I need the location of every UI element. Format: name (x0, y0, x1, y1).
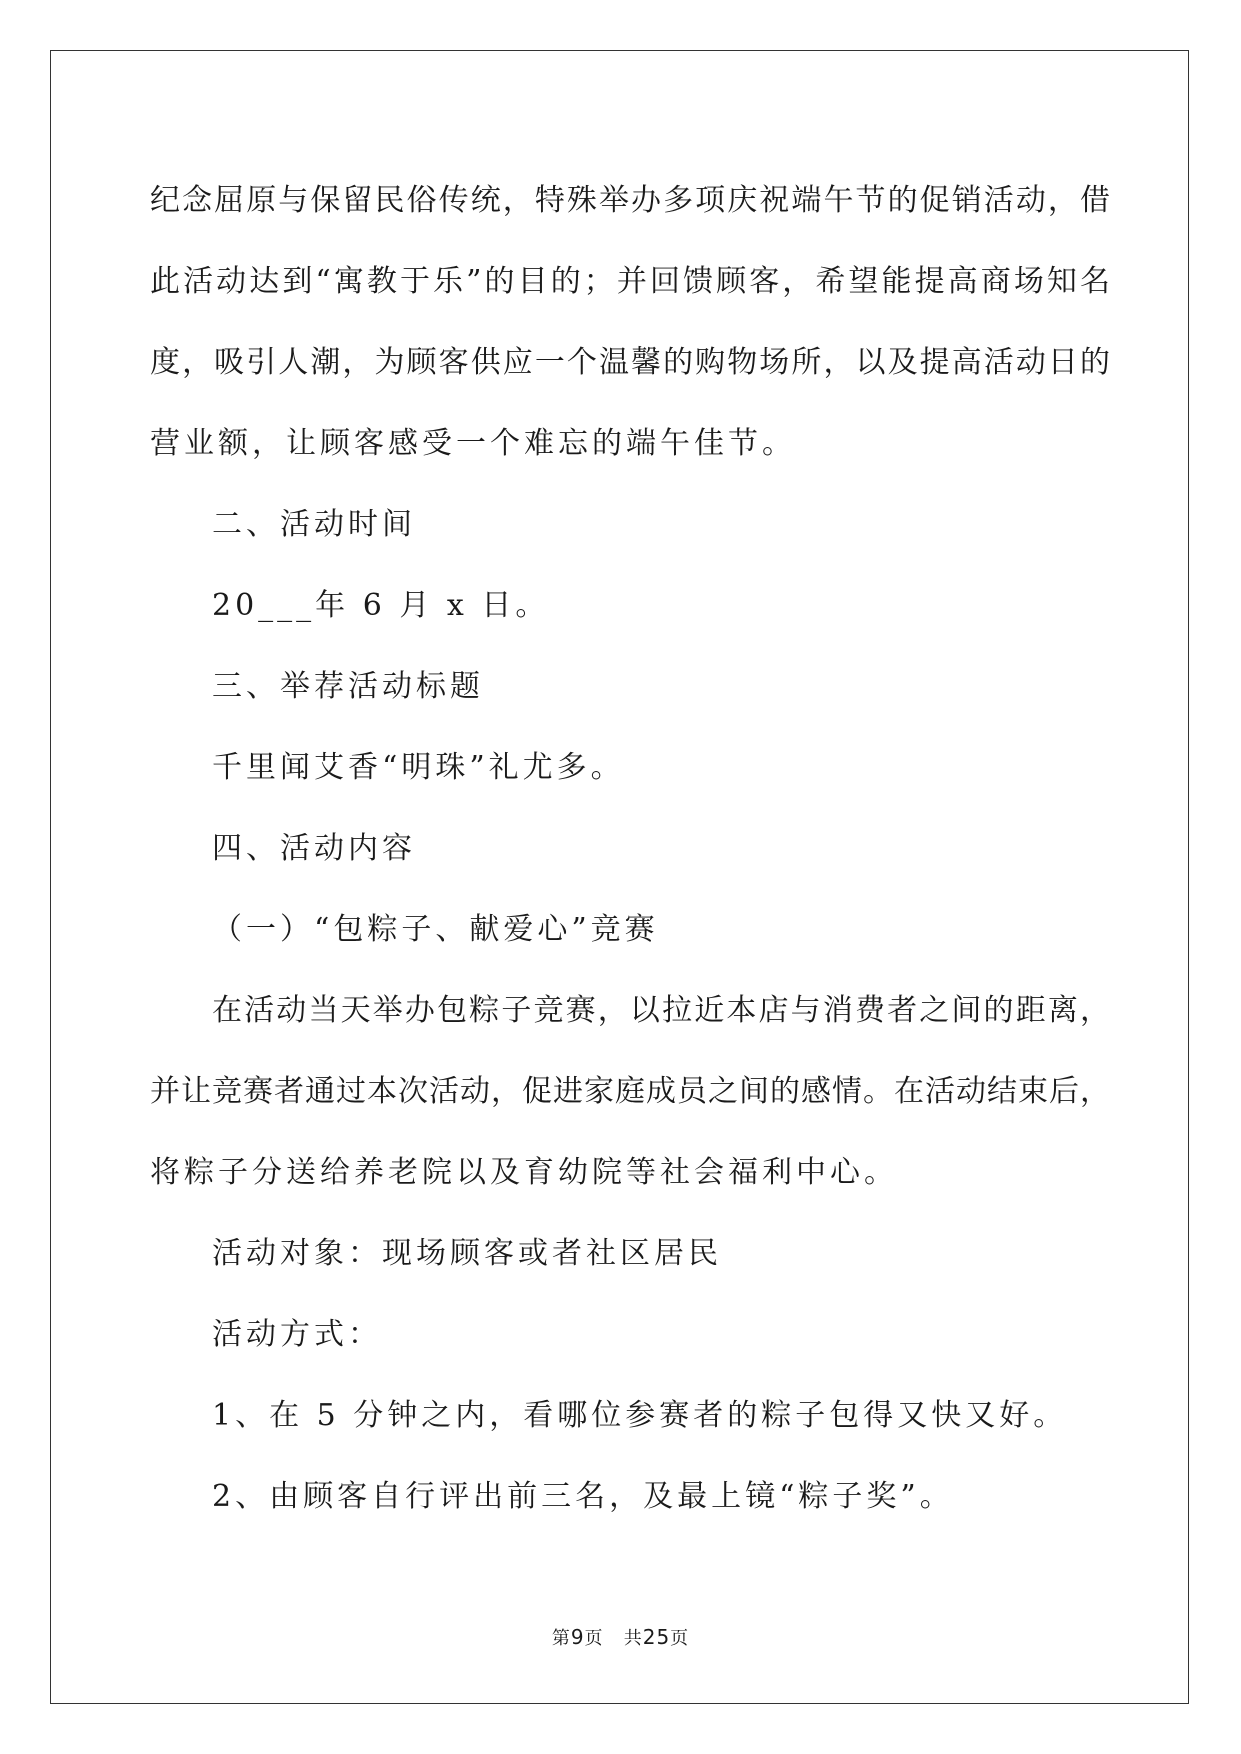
text-line: 度，吸引人潮，为顾客供应一个温馨的购物场所，以及提高活动日的 (150, 345, 1110, 380)
text-line: 在活动当天举办包粽子竞赛，以拉近本店与消费者之间的距离， (212, 993, 1110, 1028)
subsection-heading: （一）“包粽子、献爱心”竞赛 (212, 912, 659, 947)
text-line: 千里闻艾香“明珠”礼尤多。 (212, 750, 625, 785)
text-line: 并让竞赛者通过本次活动，促进家庭成员之间的感情。在活动结束后， (150, 1074, 1110, 1109)
section-heading: 二、活动时间 (212, 507, 416, 542)
footer-page-suffix: 页 (584, 1628, 604, 1649)
current-page-number: 9 (570, 1625, 585, 1649)
text-line: 将粽子分送给养老院以及育幼院等社会福利中心。 (150, 1155, 898, 1190)
text-line: 20___年 6 月 x 日。 (212, 588, 550, 623)
section-heading: 三、举荐活动标题 (212, 669, 484, 704)
list-item: 1、在 5 分钟之内，看哪位参赛者的粽子包得又快又好。 (212, 1398, 1068, 1433)
text-line: 此活动达到“寓教于乐”的目的；并回馈顾客，希望能提高商场知名 (150, 264, 1110, 299)
footer-prefix: 第 (551, 1628, 571, 1649)
document-body (150, 160, 1110, 1537)
text-line: 营业额，让顾客感受一个难忘的端午佳节。 (150, 426, 796, 461)
page-footer (0, 1624, 1241, 1650)
footer-total-prefix: 共 (623, 1628, 643, 1649)
text-line: 纪念屈原与保留民俗传统，特殊举办多项庆祝端午节的促销活动，借 (150, 183, 1110, 218)
footer-total-suffix: 页 (670, 1628, 690, 1649)
text-line: 活动对象：现场顾客或者社区居民 (212, 1236, 722, 1271)
total-page-count: 25 (642, 1625, 671, 1649)
section-heading: 四、活动内容 (212, 831, 416, 866)
list-item: 2、由顾客自行评出前三名，及最上镜“粽子奖”。 (212, 1479, 954, 1514)
text-line: 活动方式： (212, 1317, 382, 1352)
